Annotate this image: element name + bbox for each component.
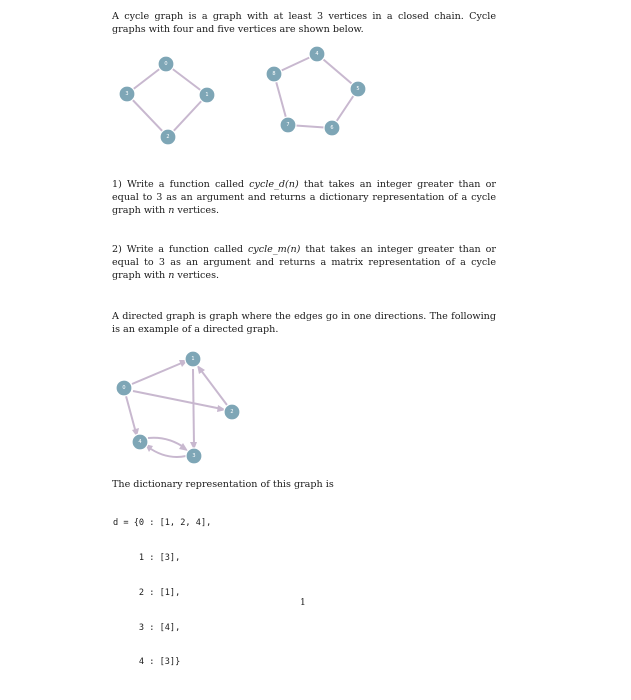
edge-0-to-1 xyxy=(132,362,184,384)
function-name-cycle-d: cycle_d(n) xyxy=(249,179,299,190)
svg-text:3: 3 xyxy=(192,453,196,459)
svg-text:2: 2 xyxy=(166,134,170,140)
svg-text:0: 0 xyxy=(122,385,126,391)
node-d1 xyxy=(185,351,201,367)
svg-text:7: 7 xyxy=(286,122,290,128)
function-name-cycle-m: cycle_m(n) xyxy=(247,244,301,255)
svg-text:1: 1 xyxy=(191,356,195,362)
edge-0-to-2 xyxy=(133,391,222,409)
node-d3 xyxy=(186,448,202,464)
code-line: 3 : [4], xyxy=(113,622,181,633)
question-2: 2) Write a function called cycle_m(n) that takes an integer greater than or equal to 3 as an argument and returns a matrix representation of a cycle graph with n vertices. xyxy=(112,244,496,281)
intro-paragraph: A cycle graph is a graph with at least 3 vertices in a closed chain. Cycle graphs with four and five vertices are shown below. xyxy=(112,11,496,35)
svg-text:2: 2 xyxy=(230,409,234,415)
svg-text:4: 4 xyxy=(138,439,142,445)
node-d4 xyxy=(132,434,148,450)
code-line: d = {0 : [1, 2, 4], xyxy=(113,518,212,529)
edge-2-to-1 xyxy=(200,369,227,405)
code-line: 2 : [1], xyxy=(113,587,181,598)
edge-0-to-4 xyxy=(126,396,136,433)
svg-text:0: 0 xyxy=(164,61,168,67)
edge-4-to-3 xyxy=(148,438,185,448)
page-number: 1 xyxy=(300,598,306,608)
dictionary-intro: The dictionary representation of this graph is xyxy=(112,479,334,490)
code-line: 4 : [3]} xyxy=(113,657,181,668)
svg-text:8: 8 xyxy=(272,71,276,77)
dictionary-code-block xyxy=(113,495,211,681)
svg-text:4: 4 xyxy=(315,51,319,57)
node-d0 xyxy=(116,380,132,396)
question-1: 1) Write a function called cycle_d(n) that takes an integer greater than or equal to 3 as an argument and returns a dictionary representation of a cycle graph with n vertices. xyxy=(112,179,496,216)
node-d2 xyxy=(224,404,240,420)
directed-graph-paragraph: A directed graph is graph where the edges go in one directions. The following is an example of a directed graph. xyxy=(112,311,496,335)
svg-text:3: 3 xyxy=(125,91,129,97)
svg-text:6: 6 xyxy=(330,125,334,131)
code-line: 1 : [3], xyxy=(113,552,181,563)
svg-text:1: 1 xyxy=(205,92,209,98)
svg-text:5: 5 xyxy=(356,86,360,92)
edge-1-to-3 xyxy=(193,369,194,446)
